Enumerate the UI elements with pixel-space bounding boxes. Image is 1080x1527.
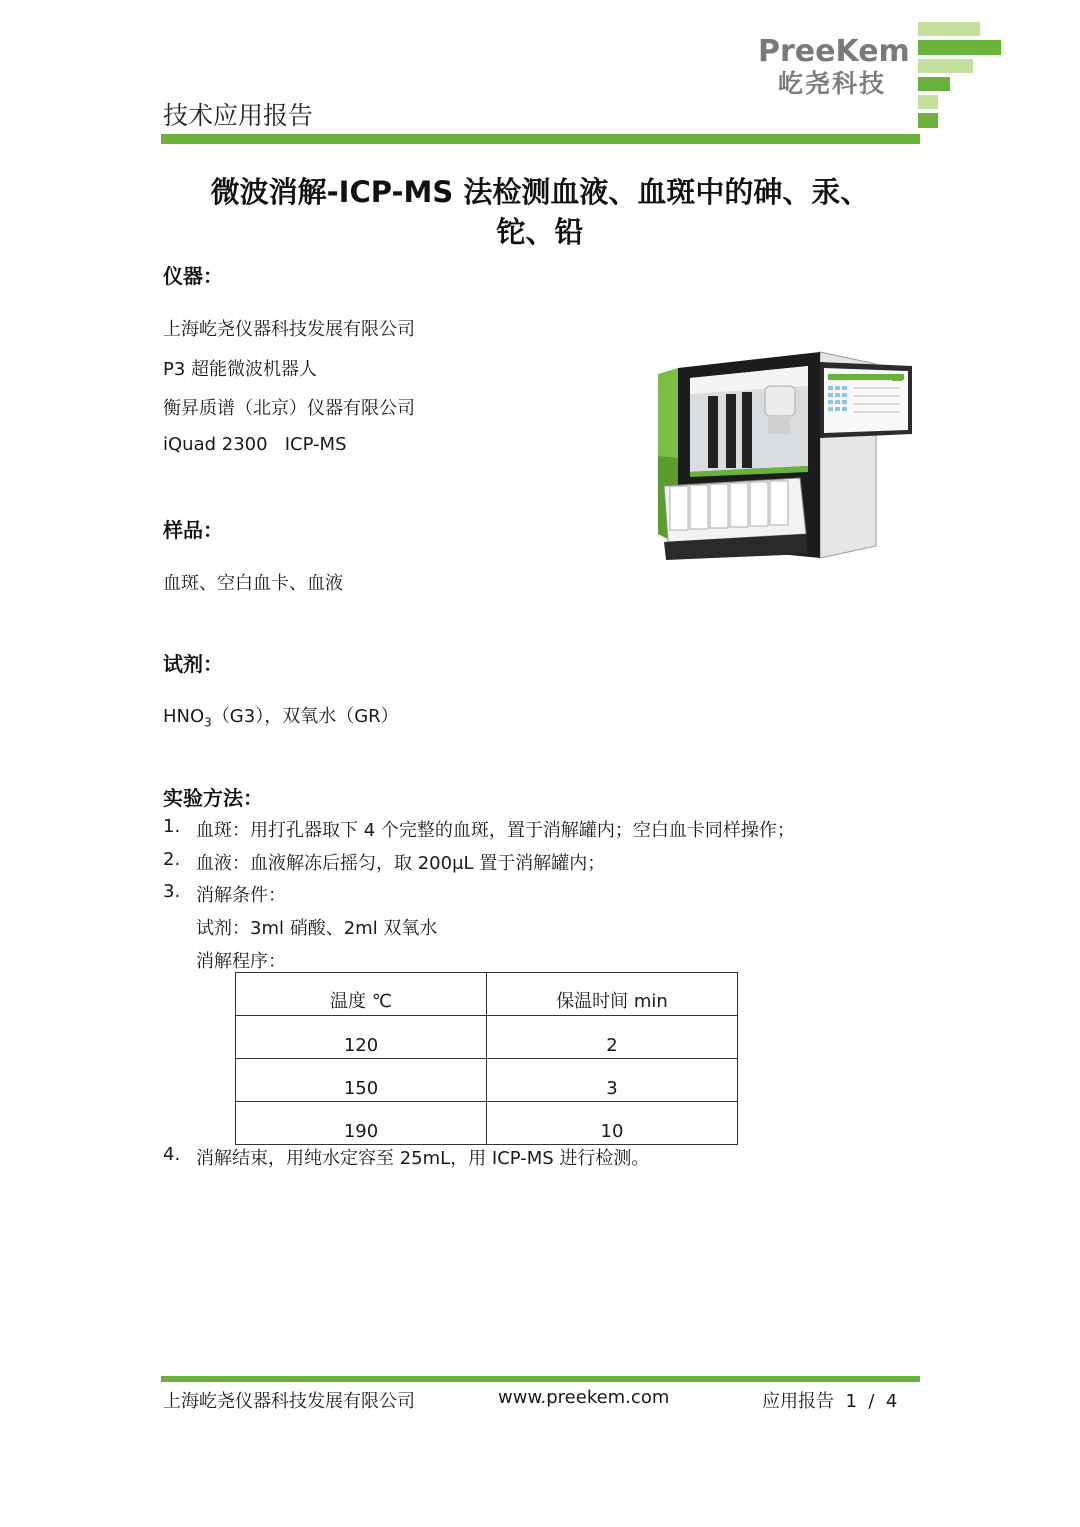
instruments-heading: 仪器： bbox=[163, 264, 223, 288]
step-text: 血斑：用打孔器取下 4 个完整的血斑，置于消解罐内；空白血卡同样操作； bbox=[196, 820, 795, 841]
table-row bbox=[236, 1059, 738, 1102]
table-header-cell: 保温时间 min bbox=[487, 973, 738, 1016]
method-heading: 实验方法： bbox=[163, 786, 263, 810]
instrument-item: iQuad 2300 ICP-MS bbox=[163, 434, 347, 455]
step-number: 1. bbox=[163, 816, 181, 837]
reagent-hno: HNO bbox=[163, 706, 205, 727]
step-text: 血液：血液解冻后摇匀，取 200μL 置于消解罐内； bbox=[196, 853, 606, 874]
instrument-item: P3 超能微波机器人 bbox=[163, 359, 318, 380]
table-cell: 10 bbox=[487, 1102, 738, 1145]
step-number: 2. bbox=[163, 849, 181, 870]
footer-page-number: 应用报告 1 / 4 bbox=[762, 1391, 898, 1412]
reagent-volume-line: 试剂：3ml 硝酸、2ml 双氧水 bbox=[196, 918, 438, 939]
table-row bbox=[236, 1102, 738, 1145]
microwave-robot-image bbox=[650, 346, 915, 561]
samples-text: 血斑、空白血卡、血液 bbox=[163, 573, 343, 594]
footer-company: 上海屹尧仪器科技发展有限公司 bbox=[163, 1391, 415, 1412]
reagent-rest: （G3），双氧水（GR） bbox=[211, 706, 399, 727]
step-number: 3. bbox=[163, 881, 181, 902]
table-header-cell: 温度 ℃ bbox=[236, 973, 487, 1016]
footer-divider bbox=[161, 1376, 920, 1382]
step-number: 4. bbox=[163, 1144, 181, 1165]
reagents-heading: 试剂： bbox=[163, 652, 223, 676]
table-cell: 3 bbox=[487, 1059, 738, 1102]
instrument-item: 衡昇质谱（北京）仪器有限公司 bbox=[163, 398, 415, 419]
footer-website-link[interactable]: www.preekem.com bbox=[498, 1387, 670, 1408]
table-cell: 150 bbox=[236, 1059, 487, 1102]
logo-text-en: PreeKem bbox=[758, 34, 910, 69]
table-cell: 190 bbox=[236, 1102, 487, 1145]
header-divider bbox=[161, 134, 920, 144]
samples-heading: 样品： bbox=[163, 518, 223, 542]
program-label: 消解程序： bbox=[196, 951, 286, 972]
table-row bbox=[236, 1016, 738, 1059]
page-title-line2: 铊、铅 bbox=[496, 215, 584, 249]
instrument-item: 上海屹尧仪器科技发展有限公司 bbox=[163, 319, 415, 340]
table-cell: 2 bbox=[487, 1016, 738, 1059]
step-text: 消解条件： bbox=[196, 885, 286, 906]
reagents-text bbox=[163, 702, 399, 730]
table-header-row bbox=[236, 973, 738, 1016]
reagent-subscript: 3 bbox=[204, 715, 212, 730]
logo-text-cn: 屹尧科技 bbox=[778, 69, 887, 98]
page-title-line1: 微波消解-ICP-MS 法检测血液、血斑中的砷、汞、 bbox=[210, 175, 870, 209]
table-cell: 120 bbox=[236, 1016, 487, 1059]
doc-type-label: 技术应用报告 bbox=[163, 101, 314, 130]
step-text: 消解结束，用纯水定容至 25mL，用 ICP-MS 进行检测。 bbox=[196, 1148, 650, 1169]
digestion-program-table bbox=[235, 972, 738, 1145]
